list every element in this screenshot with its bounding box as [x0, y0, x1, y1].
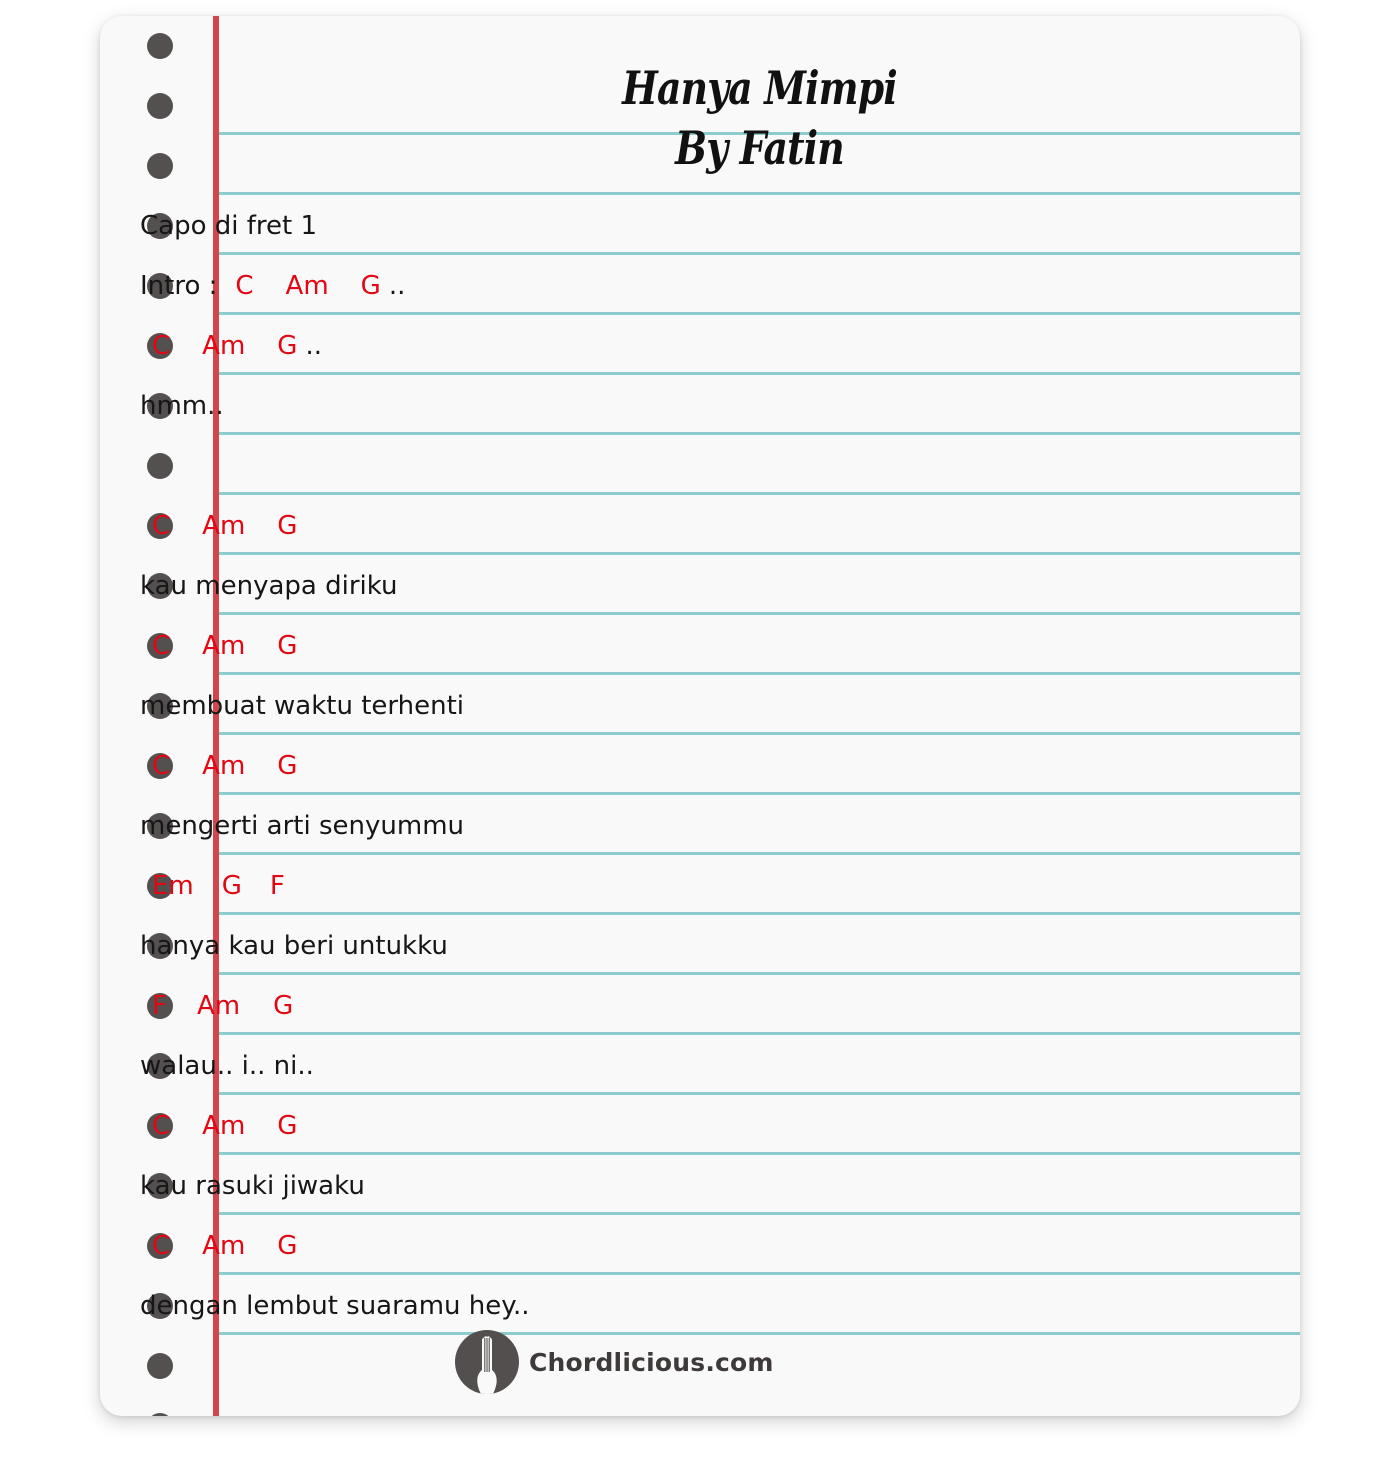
chord-suffix: ..: [305, 331, 322, 361]
chord-am: Am: [196, 991, 241, 1021]
chord-g: G: [360, 271, 381, 301]
lyric-line: hmm..: [140, 391, 224, 421]
chord-g: G: [277, 331, 298, 361]
ruled-line: [219, 192, 1300, 195]
lyric-line: Capo di fret 1: [140, 211, 318, 241]
song-title: Hanya Mimpi: [622, 61, 897, 115]
chord-line: [140, 976, 1400, 1036]
chord-am: Am: [202, 331, 246, 361]
chord-am: Am: [202, 511, 246, 541]
chord-g: G: [221, 871, 242, 901]
chord-g: G: [277, 751, 298, 781]
intro-label: Intro :: [140, 271, 218, 301]
chord-g: G: [273, 991, 294, 1021]
lyric-line: dengan lembut suaramu hey..: [140, 1291, 530, 1321]
chord-am: Am: [202, 1231, 246, 1261]
chord-c: C: [152, 1231, 171, 1261]
chord-c: C: [152, 331, 171, 361]
chord-line: [140, 496, 1400, 556]
chord-line: [140, 856, 1400, 916]
binder-hole: [147, 1413, 173, 1416]
song-artist: By Fatin: [675, 121, 844, 175]
binder-hole: [147, 33, 173, 59]
chord-c: C: [152, 511, 171, 541]
intro-line: [140, 256, 1400, 316]
chord-f: F: [269, 871, 285, 901]
chord-am: Am: [202, 1111, 246, 1141]
chord-line: [140, 1216, 1400, 1276]
site-logo-text: Chordlicious.com: [529, 1347, 774, 1377]
chord-c: C: [152, 631, 171, 661]
chord-f: F: [152, 991, 167, 1021]
binder-hole: [147, 1353, 173, 1379]
site-logo[interactable]: [455, 1329, 774, 1395]
chord-line: [140, 616, 1400, 676]
lyric-line: mengerti arti senyummu: [140, 811, 464, 841]
lyric-line: membuat waktu terhenti: [140, 691, 465, 721]
chord-c: C: [152, 751, 171, 781]
chord-am: Am: [202, 751, 246, 781]
chord-am: Am: [202, 631, 246, 661]
chord-am: Am: [285, 271, 329, 301]
lyric-line: kau rasuki jiwaku: [140, 1171, 365, 1201]
chord-c: C: [152, 1111, 171, 1141]
lyric-line: kau menyapa diriku: [140, 571, 398, 601]
lyric-line: walau.. i.. ni..: [140, 1051, 314, 1081]
chord-sheet: [140, 196, 1400, 1336]
blank-line: [140, 436, 1400, 496]
chord-line: [140, 736, 1400, 796]
chord-suffix: ..: [388, 271, 406, 301]
chord-em: Em: [152, 871, 194, 901]
chord-g: G: [277, 631, 298, 661]
song-title-block: [119, 58, 1400, 178]
chord-line: [140, 316, 1400, 376]
guitar-icon: [455, 1330, 519, 1394]
chord-c: C: [235, 271, 254, 301]
chord-g: G: [277, 511, 298, 541]
chord-g: G: [277, 1111, 298, 1141]
lyric-line: hanya kau beri untukku: [140, 931, 448, 961]
chord-g: G: [277, 1231, 298, 1261]
chord-line: [140, 1096, 1400, 1156]
